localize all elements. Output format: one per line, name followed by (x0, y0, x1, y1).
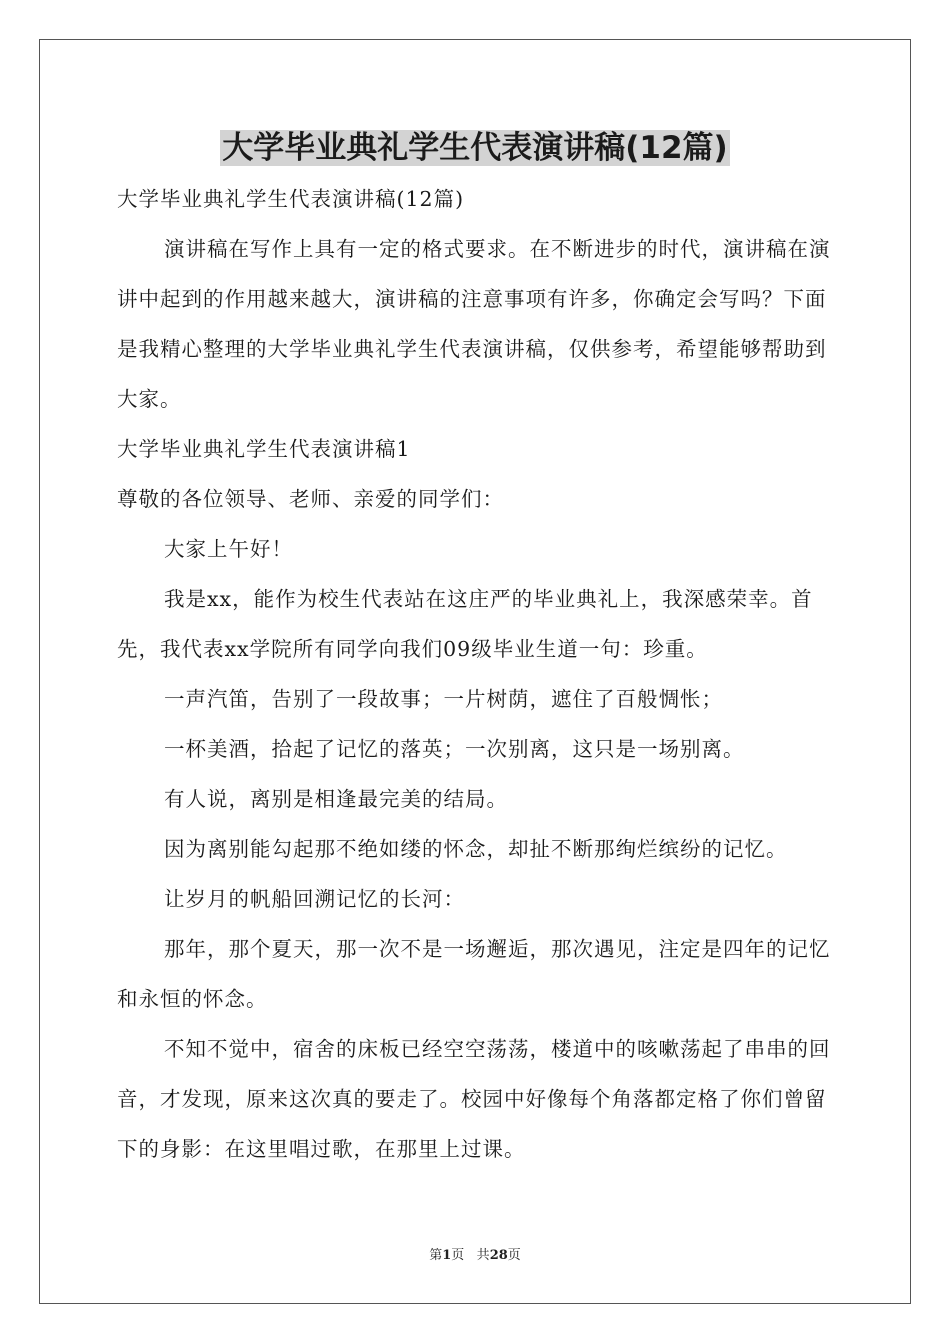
footer-total-prefix: 共 (476, 1248, 490, 1263)
page-footer (0, 1246, 950, 1266)
body-paragraph: 不知不觉中，宿舍的床板已经空空荡荡，楼道中的咳嗽荡起了串串的回音，才发现，原来这次真的要走了。校园中好像每个角落都定格了你们曾留下的身影：在这里唱过歌，在那里上过课。 (117, 1037, 831, 1161)
greeting-paragraph: 大家上午好！ (164, 537, 293, 561)
intro-paragraph: 演讲稿在写作上具有一定的格式要求。在不断进步的时代，演讲稿在演讲中起到的作用越来越大，演讲稿的注意事项有许多，你确定会写吗？下面是我精心整理的大学毕业典礼学生代表演讲稿，仅供参考，希望能够帮助到大家。 (117, 237, 831, 411)
footer-total-suffix: 页 (507, 1248, 521, 1263)
footer-page-prefix: 第 (429, 1248, 443, 1263)
footer-page-suffix: 页 (451, 1248, 465, 1263)
document-title (0, 122, 950, 174)
section-heading: 大学毕业典礼学生代表演讲稿1 (117, 437, 411, 461)
subtitle-paragraph: 大学毕业典礼学生代表演讲稿(12篇) (117, 187, 465, 211)
footer-page-number: 1 (442, 1248, 452, 1263)
document-body (117, 174, 833, 1174)
footer-total-pages: 28 (489, 1248, 508, 1263)
salutation-paragraph: 尊敬的各位领导、老师、亲爱的同学们： (117, 487, 504, 511)
body-paragraph: 让岁月的帆船回溯记忆的长河： (164, 887, 465, 911)
body-paragraph: 一杯美酒，拾起了记忆的落英；一次别离，这只是一场别离。 (164, 737, 745, 761)
body-paragraph: 有人说，离别是相逢最完美的结局。 (164, 787, 508, 811)
body-paragraph: 那年，那个夏天，那一次不是一场邂逅，那次遇见，注定是四年的记忆和永恒的怀念。 (117, 937, 831, 1011)
document-title-text: 大学毕业典礼学生代表演讲稿(12篇) (222, 130, 728, 166)
body-paragraph: 一声汽笛，告别了一段故事；一片树荫，遮住了百般惆怅； (164, 687, 723, 711)
body-paragraph: 因为离别能勾起那不绝如缕的怀念，却扯不断那绚烂缤纷的记忆。 (164, 837, 788, 861)
body-paragraph: 我是xx，能作为校生代表站在这庄严的毕业典礼上，我深感荣幸。首先，我代表xx学院所有同学向我们09级毕业生道一句：珍重。 (117, 587, 813, 661)
